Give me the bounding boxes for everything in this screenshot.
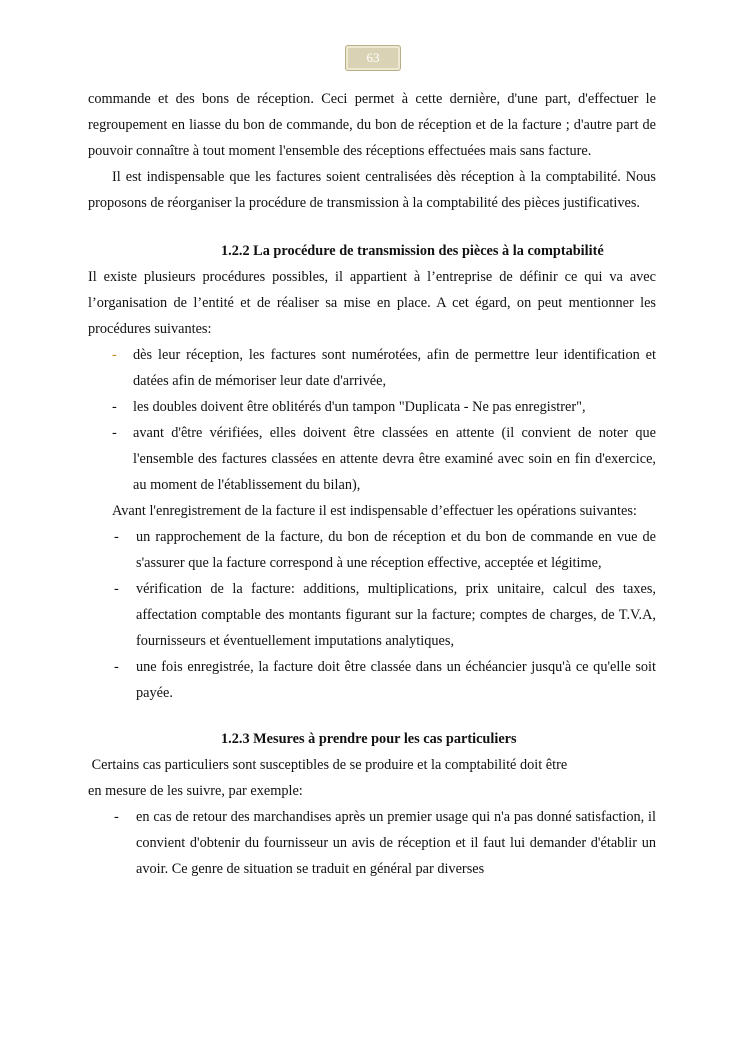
procedure-list (88, 342, 656, 498)
list-item (88, 342, 656, 394)
list-item-text: vérification de la facture: additions, multiplications, prix unitaire, calcul des taxes, affectation comptable des montants figurant sur la facture; comptes de charges, de T.V.A, fournisseurs et éventuellement imputations analytiques, (136, 581, 656, 649)
list-item (88, 524, 656, 576)
list-item-text: avant d'être vérifiées, elles doivent être classées en attente (il convient de noter que l'ensemble des factures classées en attente devra être examiné avec soin en fin d'exercice, au moment de l'établissement du bilan), (133, 425, 656, 493)
operations-list (88, 524, 656, 706)
dash-bullet-icon: - (112, 425, 117, 441)
section-122-sub-intro: Avant l'enregistrement de la facture il est indispensable d’effectuer les opérations suivantes: (112, 503, 637, 519)
section-123-intro-line-1: Certains cas particuliers sont susceptibles de se produire et la comptabilité doit être (88, 757, 568, 773)
dash-bullet-icon: - (114, 659, 119, 675)
page-number-badge: 63 (345, 45, 401, 71)
list-item (88, 420, 656, 498)
dash-bullet-icon: - (114, 809, 119, 825)
list-item (88, 654, 656, 706)
section-123-intro-line-2: en mesure de les suivre, par exemple: (88, 783, 303, 799)
document-body (88, 86, 656, 882)
list-item (88, 804, 656, 882)
special-cases-list (88, 804, 656, 882)
list-item-text: une fois enregistrée, la facture doit être classée dans un échéancier jusqu'à ce qu'elle soit payée. (136, 659, 656, 701)
heading-1-2-2: 1.2.2 La procédure de transmission des pièces à la comptabilité (221, 243, 604, 259)
paragraph-1: commande et des bons de réception. Ceci permet à cette dernière, d'une part, d'effectuer le regroupement en liasse du bon de commande, du bon de réception et de la facture ; d'autre part de pouvoir connaître à tout moment l'ensemble des réceptions effectuées mais sans facture. (88, 91, 656, 159)
list-item-text: dès leur réception, les factures sont numérotées, afin de permettre leur identification et datées afin de mémoriser leur date d'arrivée, (133, 347, 656, 389)
list-item (88, 394, 656, 420)
list-item-text: les doubles doivent être oblitérés d'un tampon "Duplicata - Ne pas enregistrer", (133, 399, 586, 415)
heading-1-2-3: 1.2.3 Mesures à prendre pour les cas particuliers (221, 731, 517, 747)
section-122-intro: Il existe plusieurs procédures possibles, il appartient à l’entreprise de définir ce qui va avec l’organisation de l’entité et de réaliser sa mise en place. A cet égard, on peut mentionner les procédures suivantes: (88, 269, 656, 337)
dash-bullet-icon: - (112, 347, 117, 363)
list-item (88, 576, 656, 654)
list-item-text: un rapprochement de la facture, du bon de réception et du bon de commande en vue de s'assurer que la facture correspond à une réception effective, acceptée et légitime, (136, 529, 656, 571)
dash-bullet-icon: - (114, 529, 119, 545)
list-item-text: en cas de retour des marchandises après un premier usage qui n'a pas donné satisfaction, il convient d'obtenir du fournisseur un avis de réception et il faut lui demander d'établir un avoir. Ce genre de situation se traduit en général par diverses (136, 809, 656, 877)
dash-bullet-icon: - (112, 399, 117, 415)
paragraph-2: Il est indispensable que les factures soient centralisées dès réception à la comptabilité. Nous proposons de réorganiser la procédure de transmission à la comptabilité des pièces justificatives. (88, 169, 656, 211)
dash-bullet-icon: - (114, 581, 119, 597)
